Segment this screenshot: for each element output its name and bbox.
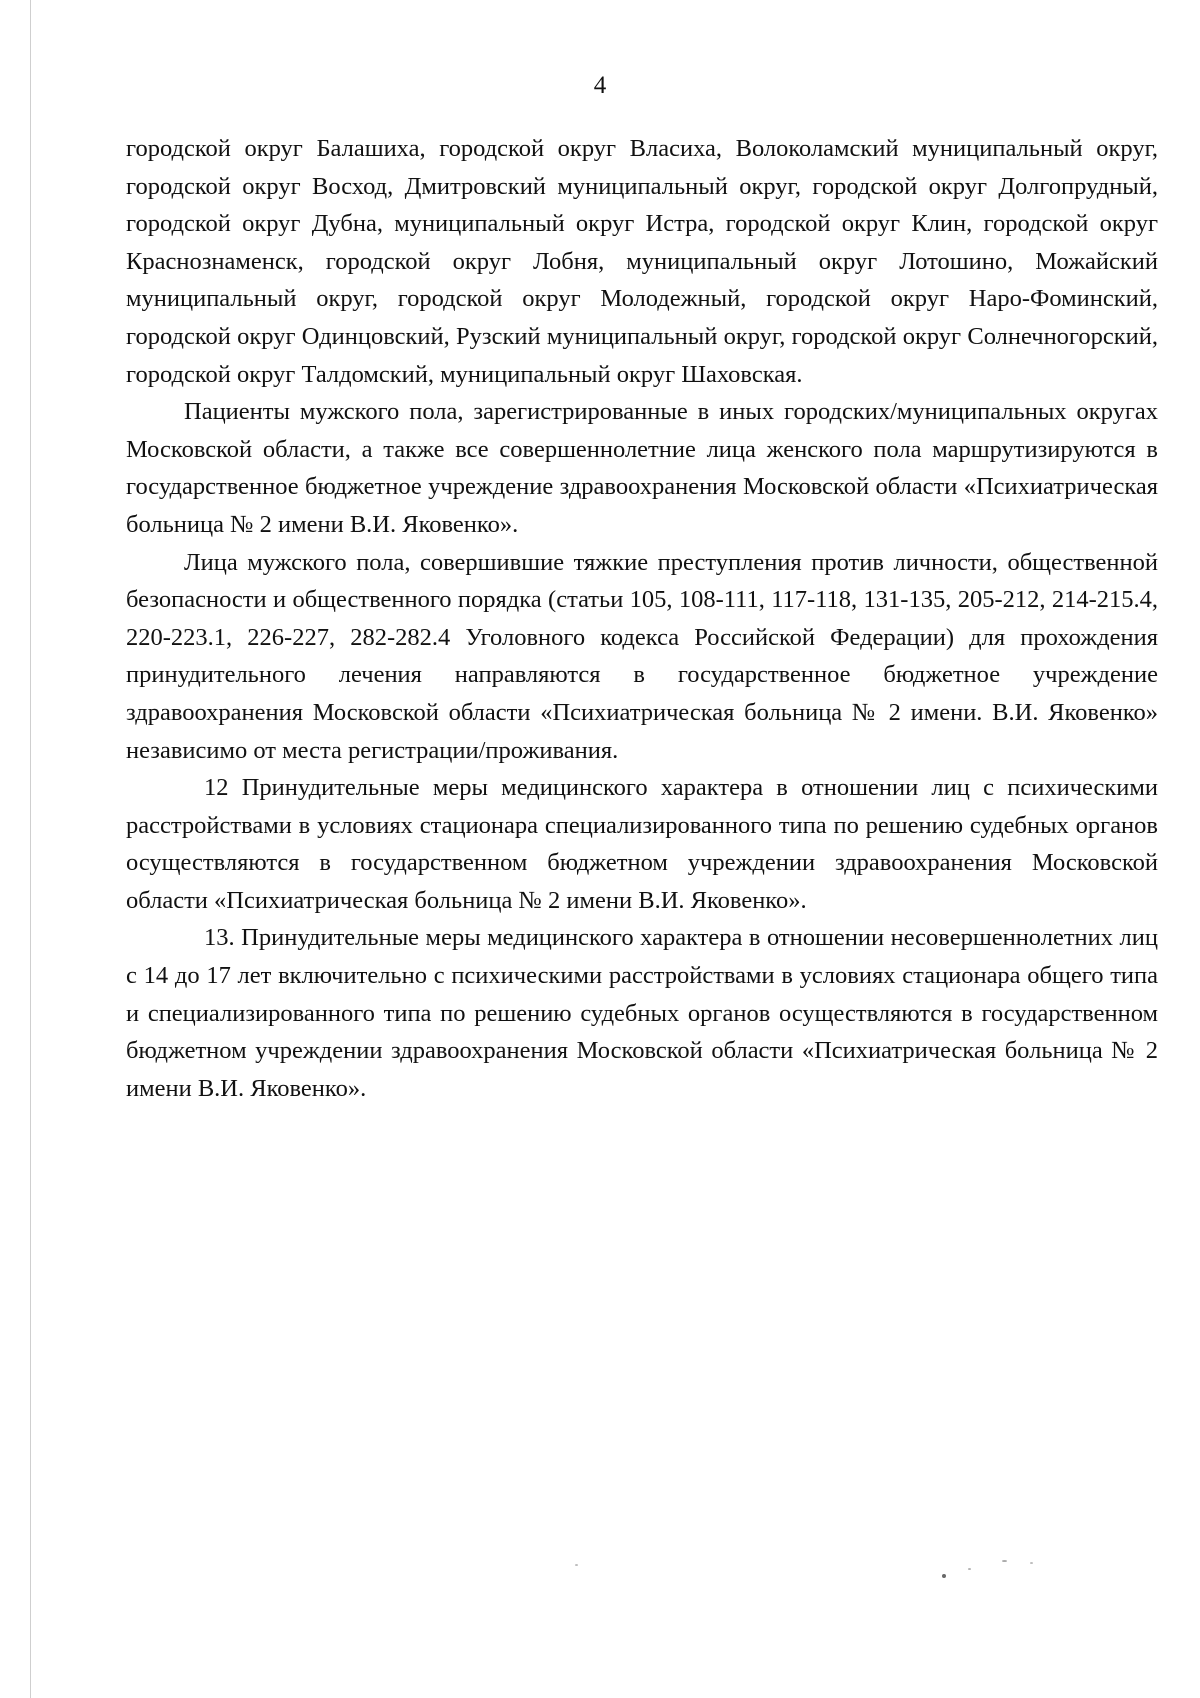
page-number: 4 <box>593 72 607 99</box>
scan-speck <box>1030 1562 1033 1564</box>
document-body <box>126 130 1158 1107</box>
scan-speck <box>942 1574 946 1578</box>
scan-speck <box>1002 1560 1007 1562</box>
paragraph-districts-list: городской округ Балашиха, городской округ Власиха, Волоколамский муниципальный округ, городской округ Восход, Дмитровский муниципальный округ, городской округ Долгопрудный, городской округ Дубна, муниципальный округ Истра, городской округ Клин, городской округ Краснознаменск, городской округ Лобня, муниципальный округ Лотошино, Можайский муниципальный округ, городской округ Молодежный, городской округ Наро-Фоминский, городской округ Одинцовский, Рузский муниципальный округ, городской округ Солнечногорский, городской округ Талдомский, муниципальный округ Шаховская. <box>126 135 1158 388</box>
paragraph-patients-routing: Пациенты мужского пола, зарегистрированные в иных городских/муниципальных округах Московской области, а также все совершеннолетние лица женского пола маршрутизируются в государственное бюджетное учреждение здравоохранения Московской области «Психиатрическая больница № 2 имени В.И. Яковенко». <box>126 398 1158 538</box>
paragraph-item-13: 13. Принудительные меры медицинского характера в отношении несовершеннолетних лиц с 14 до 17 лет включительно с психическими расстройствами в условиях стационара общего типа и специализированного типа по решению судебных органов осуществляются в государственном бюджетном учреждении здравоохранения Московской области «Психиатрическая больница № 2 имени В.И. Яковенко». <box>126 924 1158 1102</box>
scan-speck <box>575 1564 578 1566</box>
scan-edge-line <box>30 0 31 1698</box>
scan-speck <box>968 1568 971 1570</box>
paragraph-serious-crimes: Лица мужского пола, совершившие тяжкие преступления против личности, общественной безопасности и общественного порядка (статьи 105, 108-111, 117-118, 131-135, 205-212, 214-215.4, 220-223.1, 226-227, 282-282.4 Уголовного кодекса Российской Федерации) для прохождения принудительного лечения направляются в государственное бюджетное учреждение здравоохранения Московской области «Психиатрическая больница № 2 имени. В.И. Яковенко» независимо от места регистрации/проживания. <box>126 548 1158 764</box>
paragraph-item-12: 12 Принудительные меры медицинского характера в отношении лиц с психическими расстройствами в условиях стационара специализированного типа по решению судебных органов осуществляются в государственном бюджетном учреждении здравоохранения Московской области «Психиатрическая больница № 2 имени В.И. Яковенко». <box>126 774 1158 914</box>
